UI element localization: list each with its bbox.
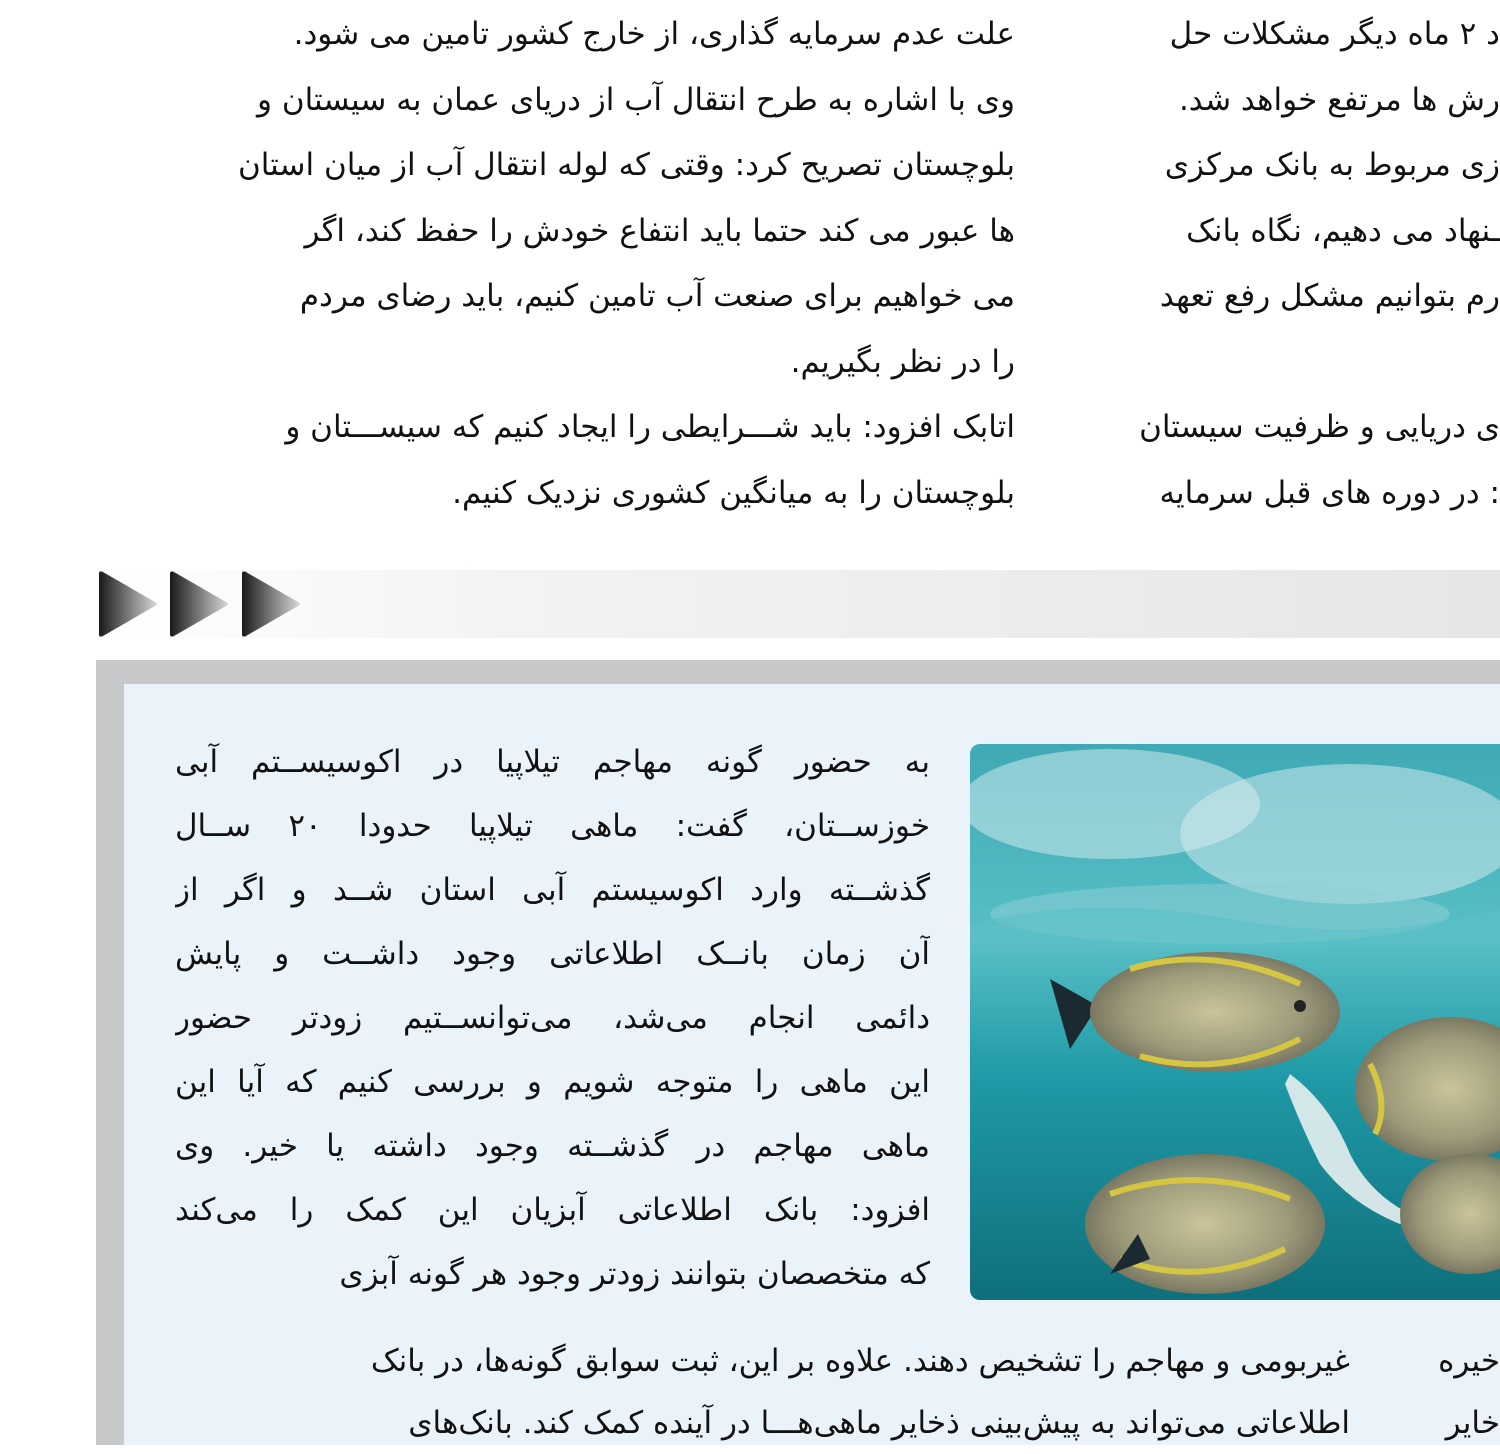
feature-line: این ماهی را متوجه شویم و بررسی کنیم که آیا این — [175, 1064, 930, 1100]
article-line: : در دوره های قبل سرمایه — [1159, 474, 1500, 511]
arrow-right-icon — [168, 570, 230, 638]
article-line: رش ها مرتفع خواهد شد. — [1178, 81, 1500, 118]
article-line: د ۲ ماه دیگر مشکلات حل — [1169, 16, 1500, 52]
feature-line: افزود: بانک اطلاعاتی آبزیان این کمک را می‌کند — [175, 1192, 930, 1228]
article-line: ـنهاد می دهیم، نگاه بانک — [1186, 212, 1500, 249]
article-line: ی دریایی و ظرفیت سیستان — [1139, 409, 1500, 445]
feature-line: خوزســتان، گفت: ماهی تیلاپیا حدودا ۲۰ ســال — [175, 808, 930, 844]
feature-line: خایر — [1445, 1405, 1500, 1441]
article-line — [1085, 330, 1500, 396]
feature-line: خیره — [1438, 1343, 1500, 1379]
article-column-right — [1085, 2, 1500, 526]
feature-line: دائمی انجام می‌شد، می‌توانســتیم زودتر حضور — [175, 1000, 930, 1036]
article-line: رم بتوانیم مشکل رفع تعهد — [1159, 278, 1500, 314]
fish-image-icon — [970, 744, 1500, 1300]
arrow-right-icon — [240, 570, 302, 638]
article-line: اتابک افزود: باید شـــرایطی را ایجاد کنیم که سیســـتان و — [285, 409, 1015, 445]
feature-line: اطلاعاتی می‌تواند به پیش‌بینی ذخایر ماهی‌هـــا در آینده کمک کند. بانک‌های — [408, 1405, 1350, 1441]
article-line: بلوچستان را به میانگین کشوری نزدیک کنیم. — [452, 474, 1015, 511]
feature-line: آن زمان بانــک اطلاعاتی وجود داشــت و پایش — [175, 936, 930, 972]
article-line: زی مربوط به بانک مرکزی — [1164, 147, 1500, 183]
feature-text — [175, 730, 930, 1306]
feature-text-bottom-right — [1425, 1330, 1500, 1454]
article-column-left — [110, 2, 1015, 526]
article-line: بلوچستان تصریح کرد: وقتی که لوله انتقال آب از میان استان — [237, 147, 1015, 183]
feature-text-bottom — [175, 1330, 1350, 1454]
section-banner — [95, 570, 1500, 638]
feature-line: گذشــته وارد اکوسیستم آبی استان شــد و اگر از — [175, 872, 930, 908]
arrow-right-icon — [97, 570, 159, 638]
feature-line: که متخصصان بتوانند زودتر وجود هر گونه آبزی — [339, 1256, 930, 1292]
fish-photo — [970, 744, 1500, 1300]
feature-line: غیربومی و مهاجم را تشخیص دهند. علاوه بر این، ثبت سوابق گونه‌ها، در بانک — [370, 1343, 1350, 1379]
article-line: ها عبور می کند حتما باید انتفاع خودش را حفظ کند، اگر — [304, 212, 1015, 249]
article-line: را در نظر بگیریم. — [790, 343, 1015, 380]
article-line: وی با اشاره به طرح انتقال آب از دریای عمان به سیستان و — [257, 81, 1015, 118]
feature-line: ماهی مهاجم در گذشــته وجود داشته یا خیر. وی — [175, 1128, 930, 1164]
article-line: علت عدم سرمایه گذاری، از خارج کشور تامین می شود. — [293, 16, 1015, 52]
article-line: می خواهیم برای صنعت آب تامین کنیم، باید رضای مردم — [299, 278, 1015, 314]
feature-line: به حضور گونه مهاجم تیلاپیا در اکوسیســتم آبی — [175, 744, 930, 780]
